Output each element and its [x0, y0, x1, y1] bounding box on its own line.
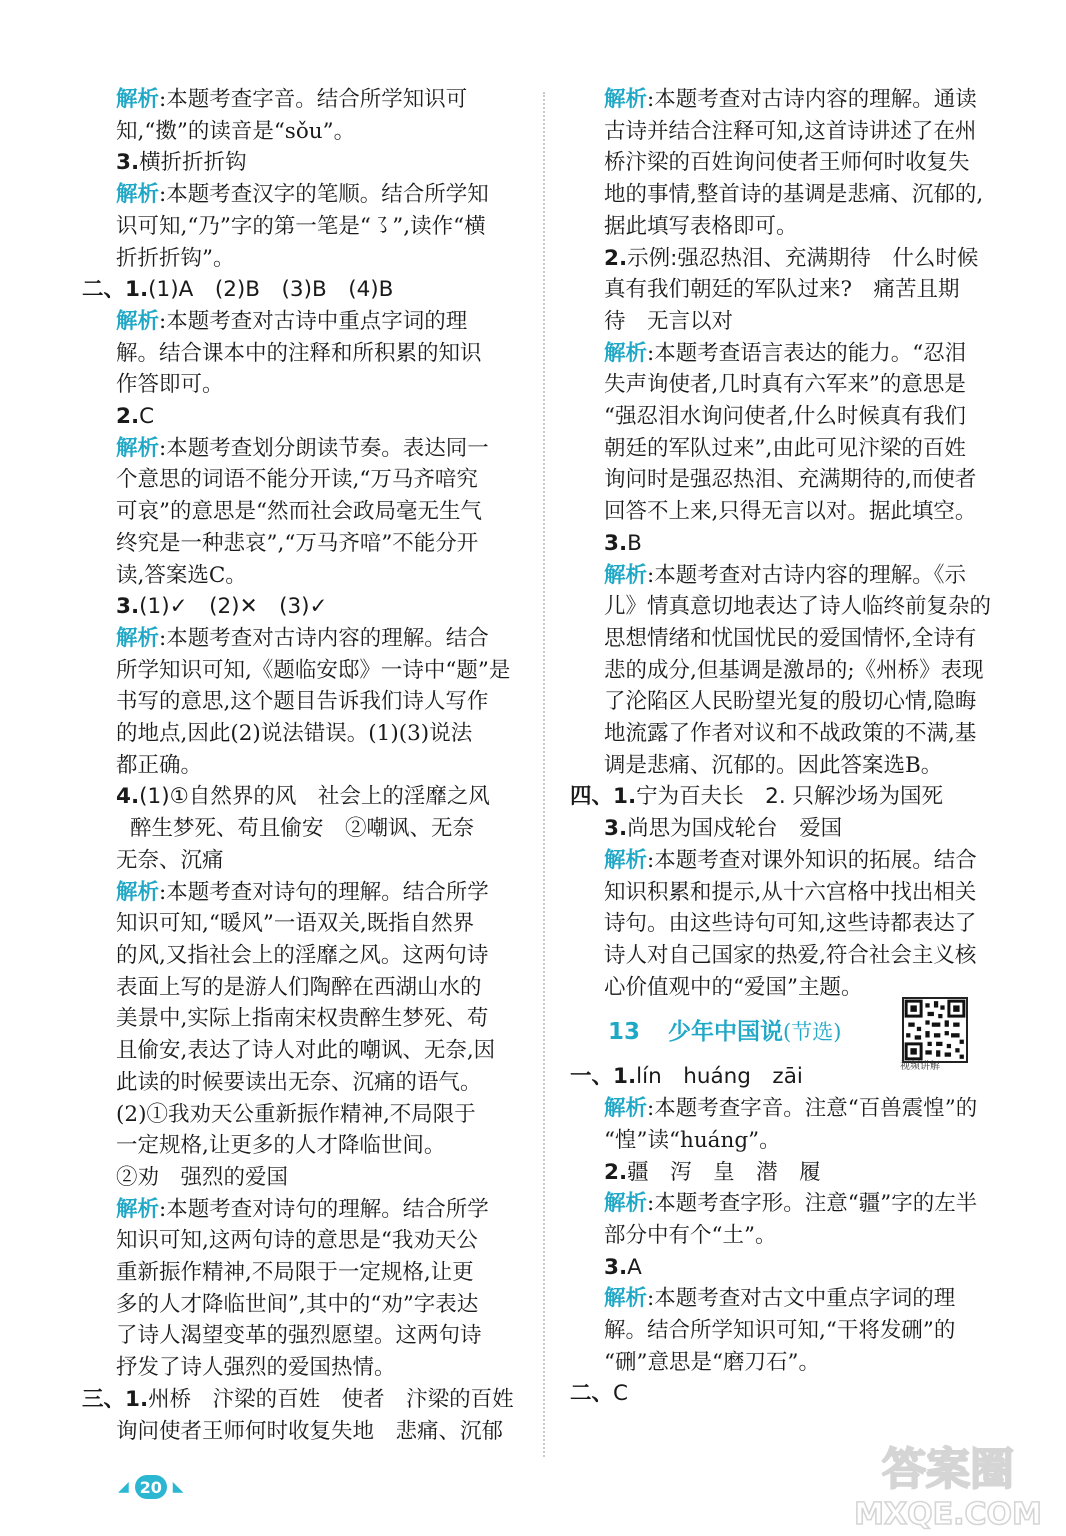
answer-line [570, 528, 1010, 560]
body-text: 知识可知,“暖风”一语双关,既指自然界 [116, 911, 475, 937]
qr-code-icon[interactable] [902, 997, 968, 1063]
analysis-line [570, 84, 1010, 116]
left-column [82, 84, 528, 1447]
analysis-line [570, 1283, 1010, 1315]
page-number-footer [118, 1475, 184, 1499]
body-text: 部分中有个“土”。 [604, 1222, 777, 1248]
text-line [82, 243, 528, 275]
body-text: “硎”意思是“磨刀石”。 [604, 1349, 820, 1375]
body-text: 地的事情,整首诗的基调是悲痛、沉郁的, [604, 182, 984, 208]
body-text: 真有我们朝廷的军队过来? 痛苦且期 [604, 277, 960, 303]
analysis-line [82, 877, 528, 909]
question-number: 1. [125, 277, 149, 303]
answer-line [82, 147, 528, 179]
body-text: 无奈、沉痛 [116, 847, 224, 873]
answer-line [570, 781, 1010, 813]
answer-text: (1)✓ (2)✕ (3)✓ [139, 594, 328, 620]
text-line [570, 1220, 1010, 1252]
text-line [82, 1225, 528, 1257]
body-text: 且偷安,表达了诗人对此的嘲讽、无奈,因 [116, 1038, 496, 1064]
text-line [82, 972, 528, 1004]
body-text: 诗句。由这些诗句可知,这些诗都表达了 [604, 911, 977, 937]
body-text: 的风,又指社会上的淫靡之风。这两句诗 [116, 942, 489, 968]
body-text: 知,“擞”的读音是“sǒu”。 [116, 118, 356, 144]
body-text: 回答不上来,只得无言以对。据此填空。 [604, 499, 977, 525]
body-text: 询问使者王师何时收复失地 悲痛、沉郁 [116, 1418, 504, 1444]
text-line [82, 496, 528, 528]
question-number: 2. [604, 1159, 628, 1185]
text-line [82, 750, 528, 782]
text-line [82, 655, 528, 687]
answer-text: 示例:强忍热泪、充满期待 什么时候 [627, 245, 979, 271]
text-line [570, 623, 1010, 655]
answer-text: 州桥 汴梁的百姓 使者 汴梁的百姓 [148, 1386, 514, 1412]
analysis-label: 解析 [604, 847, 648, 873]
column-divider [543, 92, 545, 1457]
body-text: “惶”读“huáng”。 [604, 1127, 781, 1153]
answer-line [570, 1378, 1010, 1410]
question-number: 3. [604, 530, 628, 556]
body-text: 表面上写的是游人们陶醉在西湖山水的 [116, 974, 482, 1000]
analysis-line [82, 433, 528, 465]
text-line [570, 496, 1010, 528]
text-line [570, 1125, 1010, 1157]
body-text: 知识积累和提示,从十六宫格中找出相关 [604, 879, 977, 905]
analysis-label: 解析 [604, 562, 648, 588]
lesson-number: 13 [608, 1018, 641, 1045]
text-line [82, 1099, 528, 1131]
analysis-label: 解析 [604, 1286, 648, 1312]
analysis-text: :本题考查对古文中重点字词的理 [647, 1286, 956, 1312]
body-text: 抒发了诗人强烈的爱国热情。 [116, 1355, 396, 1381]
body-text: 作答即可。 [116, 372, 224, 398]
answer-text: 横折折折钩 [139, 150, 247, 176]
section-marker: 三、 [82, 1386, 126, 1412]
text-line [570, 655, 1010, 687]
analysis-text: :本题考查对诗句的理解。结合所学 [159, 879, 489, 905]
question-number: 1. [613, 784, 637, 810]
text-line [570, 940, 1010, 972]
body-text: 据此填写表格即可。 [604, 213, 798, 239]
body-text: 待 无言以对 [604, 308, 734, 334]
text-line [82, 560, 528, 592]
answer-text: B [627, 530, 642, 556]
analysis-line [82, 84, 528, 116]
answer-text: (1)A (2)B (3)B (4)B [148, 277, 394, 303]
body-text: 解。结合课本中的注释和所积累的知识 [116, 340, 482, 366]
body-text: 了诗人渴望变革的强烈愿望。这两句诗 [116, 1323, 482, 1349]
answer-line [570, 813, 1010, 845]
body-text: 心价值观中的“爱国”主题。 [604, 974, 863, 1000]
lesson-title: 少年中国说 [668, 1018, 784, 1045]
text-line [570, 306, 1010, 338]
answer-text: lín huáng zāi [636, 1064, 803, 1090]
body-text: 桥汴梁的百姓询问使者王师何时收复失 [604, 150, 970, 176]
body-text: 地流露了作者对议和不战政策的不满,基 [604, 721, 977, 747]
text-line [570, 179, 1010, 211]
body-text: 多的人才降临世间”,其中的“劝”字表达 [116, 1291, 479, 1317]
body-text: 朝廷的军队过来”,由此可见汴梁的百姓 [604, 435, 966, 461]
analysis-line [570, 1093, 1010, 1125]
analysis-line [570, 1188, 1010, 1220]
answer-line [570, 1252, 1010, 1284]
text-line [82, 369, 528, 401]
body-text: 读,答案选C。 [116, 562, 247, 588]
answer-line [82, 274, 528, 306]
text-line [82, 1130, 528, 1162]
answer-line [82, 591, 528, 623]
analysis-text: :本题考查对课外知识的拓展。结合 [647, 847, 977, 873]
answer-line [570, 1061, 1010, 1093]
body-text: 询问时是强忍热泪、充满期待的,而使者 [604, 467, 977, 493]
text-line [82, 211, 528, 243]
body-text: 终究是一种悲哀”,“万马齐喑”不能分开 [116, 530, 479, 556]
question-number: 3. [604, 816, 628, 842]
analysis-label: 解析 [116, 1196, 160, 1222]
analysis-line [82, 623, 528, 655]
answer-text: 宁为百夫长 2. 只解沙场为国死 [636, 784, 944, 810]
body-text: 悲的成分,但基调是激昂的;《州桥》表现 [604, 657, 984, 683]
body-text: 书写的意思,这个题目告诉我们诗人写作 [116, 689, 489, 715]
text-line [82, 1352, 528, 1384]
answer-line [82, 1384, 528, 1416]
analysis-text: :本题考查划分朗读节奏。表达同一 [159, 435, 489, 461]
analysis-label: 解析 [604, 1191, 648, 1217]
footer-decoration-left: ◢ [118, 1479, 129, 1495]
analysis-line [82, 179, 528, 211]
body-text: 美景中,实际上指南宋权贵醉生梦死、苟 [116, 1006, 489, 1032]
question-number: 4. [116, 784, 140, 810]
text-line [570, 369, 1010, 401]
answer-text: (1)①自然界的风 社会上的淫靡之风 [139, 784, 490, 810]
analysis-label: 解析 [116, 625, 160, 651]
question-number: 1. [613, 1064, 637, 1090]
text-line [82, 338, 528, 370]
page-number: 20 [135, 1475, 167, 1499]
answer-text: 疆 泻 皇 潜 履 [627, 1159, 821, 1185]
body-text: 了沦陷区人民盼望光复的殷切心情,隐晦 [604, 689, 977, 715]
analysis-text: :本题考查字音。注意“百兽震惶”的 [647, 1096, 978, 1122]
text-line [570, 877, 1010, 909]
body-text: 折折折钩”。 [116, 245, 235, 271]
analysis-text: :本题考查字音。结合所学知识可 [159, 87, 468, 112]
analysis-line [570, 338, 1010, 370]
qr-caption: 视频讲解 [900, 1061, 940, 1073]
analysis-line [570, 845, 1010, 877]
text-line [570, 591, 1010, 623]
text-line [570, 686, 1010, 718]
body-text: 一定规格,让更多的人才降临世间。 [116, 1133, 446, 1159]
watermark-logo [848, 1436, 1048, 1531]
analysis-line [82, 1194, 528, 1226]
lesson-header [570, 1003, 1010, 1073]
text-line [82, 686, 528, 718]
text-line [570, 147, 1010, 179]
body-text: 的地点,因此(2)说法错误。(1)(3)说法 [116, 721, 473, 747]
body-text: ②劝 强烈的爱国 [116, 1164, 289, 1190]
question-number: 3. [116, 594, 140, 620]
text-line [570, 750, 1010, 782]
analysis-line [82, 306, 528, 338]
analysis-text: :本题考查对古诗内容的理解。《示 [647, 562, 967, 588]
text-line [82, 1035, 528, 1067]
text-line [82, 528, 528, 560]
right-column [570, 84, 1010, 1410]
analysis-label: 解析 [116, 435, 160, 461]
text-line [82, 1257, 528, 1289]
text-line [82, 1289, 528, 1321]
text-line [570, 116, 1010, 148]
body-text: 所学知识可知,《题临安邸》一诗中“题”是 [116, 657, 511, 683]
body-text: 重新振作精神,不局限于一定规格,让更 [116, 1260, 474, 1286]
body-text: 儿》情真意切地表达了诗人临终前复杂的 [604, 594, 992, 620]
question-number: 3. [116, 150, 140, 176]
footer-decoration-right: ◣ [172, 1479, 184, 1495]
body-text: 解。结合所学知识可知,“干将发硎”的 [604, 1318, 956, 1344]
answer-line [82, 781, 528, 813]
body-text: 古诗并结合注释可知,这首诗讲述了在州 [604, 118, 977, 144]
text-line [82, 718, 528, 750]
body-text: 可哀”的意思是“然而社会政局毫无生气 [116, 499, 482, 525]
text-line [570, 464, 1010, 496]
section-marker: 二、 [570, 1381, 614, 1407]
text-line [82, 1320, 528, 1352]
body-text: 都正确。 [116, 752, 203, 778]
section-marker: 一、 [570, 1064, 614, 1090]
lesson-subtitle: (节选) [783, 1019, 842, 1044]
body-text: 个意思的词语不能分开读,“万马齐喑究 [116, 467, 478, 493]
watermark-bottom: MXQE.COM [854, 1497, 1042, 1531]
text-line [82, 845, 528, 877]
analysis-text: :本题考查汉字的笔顺。结合所学知 [159, 182, 489, 208]
analysis-label: 解析 [116, 182, 160, 208]
body-text: 醉生梦死、苟且偷安 ②嘲讽、无奈 [130, 816, 475, 842]
answer-text: C [613, 1381, 629, 1407]
answer-line [570, 1157, 1010, 1189]
watermark-top: 答案圈 [882, 1444, 1014, 1495]
question-number: 3. [604, 1254, 628, 1280]
analysis-text: :本题考查对古诗内容的理解。通读 [647, 87, 977, 112]
text-line [570, 433, 1010, 465]
text-line [82, 908, 528, 940]
text-line [570, 1347, 1010, 1379]
body-text: “强忍泪水询问使者,什么时候真有我们 [604, 404, 966, 430]
section-marker: 四、 [570, 784, 614, 810]
analysis-text: :本题考查对古诗中重点字词的理 [159, 308, 468, 334]
answer-text: C [139, 404, 155, 430]
question-number: 1. [125, 1386, 149, 1412]
text-line [82, 1416, 528, 1448]
text-line [570, 401, 1010, 433]
analysis-label: 解析 [604, 340, 648, 366]
section-marker: 二、 [82, 277, 126, 303]
text-line [82, 464, 528, 496]
analysis-text: :本题考查对古诗内容的理解。结合 [159, 625, 489, 651]
body-text: 思想情绪和忧国忧民的爱国情怀,全诗有 [604, 625, 977, 651]
analysis-text: :本题考查字形。注意“疆”字的左半 [647, 1191, 978, 1217]
question-number: 2. [116, 404, 140, 430]
text-line [570, 211, 1010, 243]
body-text: 诗人对自己国家的热爱,符合社会主义核 [604, 942, 977, 968]
text-line [82, 1162, 528, 1194]
text-line [82, 1067, 528, 1099]
analysis-label: 解析 [604, 1096, 648, 1122]
body-text: 调是悲痛、沉郁的。因此答案选B。 [604, 752, 943, 778]
analysis-label: 解析 [604, 87, 648, 112]
text-line [82, 940, 528, 972]
question-number: 2. [604, 245, 628, 271]
body-text: 识可知,“乃”字的第一笔是“㇌”,读作“横 [116, 213, 486, 239]
text-line [82, 116, 528, 148]
body-text: 失声询使者,几时真有六军来”的意思是 [604, 372, 966, 398]
body-text: 此读的时候要读出无奈、沉痛的语气。 [116, 1069, 482, 1095]
analysis-label: 解析 [116, 308, 160, 334]
analysis-text: :本题考查语言表达的能力。“忍泪 [647, 340, 967, 366]
text-line [570, 1315, 1010, 1347]
answer-text: A [627, 1254, 642, 1280]
body-text: (2)①我劝天公重新振作精神,不局限于 [116, 1101, 476, 1127]
text-line [570, 274, 1010, 306]
answer-text: 尚思为国戍轮台 爱国 [627, 816, 843, 842]
analysis-line [570, 560, 1010, 592]
analysis-label: 解析 [116, 87, 160, 112]
text-line [570, 718, 1010, 750]
text-line [82, 813, 528, 845]
answer-line [82, 401, 528, 433]
analysis-label: 解析 [116, 879, 160, 905]
analysis-text: :本题考查对诗句的理解。结合所学 [159, 1196, 489, 1222]
text-line [82, 1003, 528, 1035]
body-text: 知识可知,这两句诗的意思是“我劝天公 [116, 1228, 478, 1254]
text-line [570, 908, 1010, 940]
answer-line [570, 243, 1010, 275]
